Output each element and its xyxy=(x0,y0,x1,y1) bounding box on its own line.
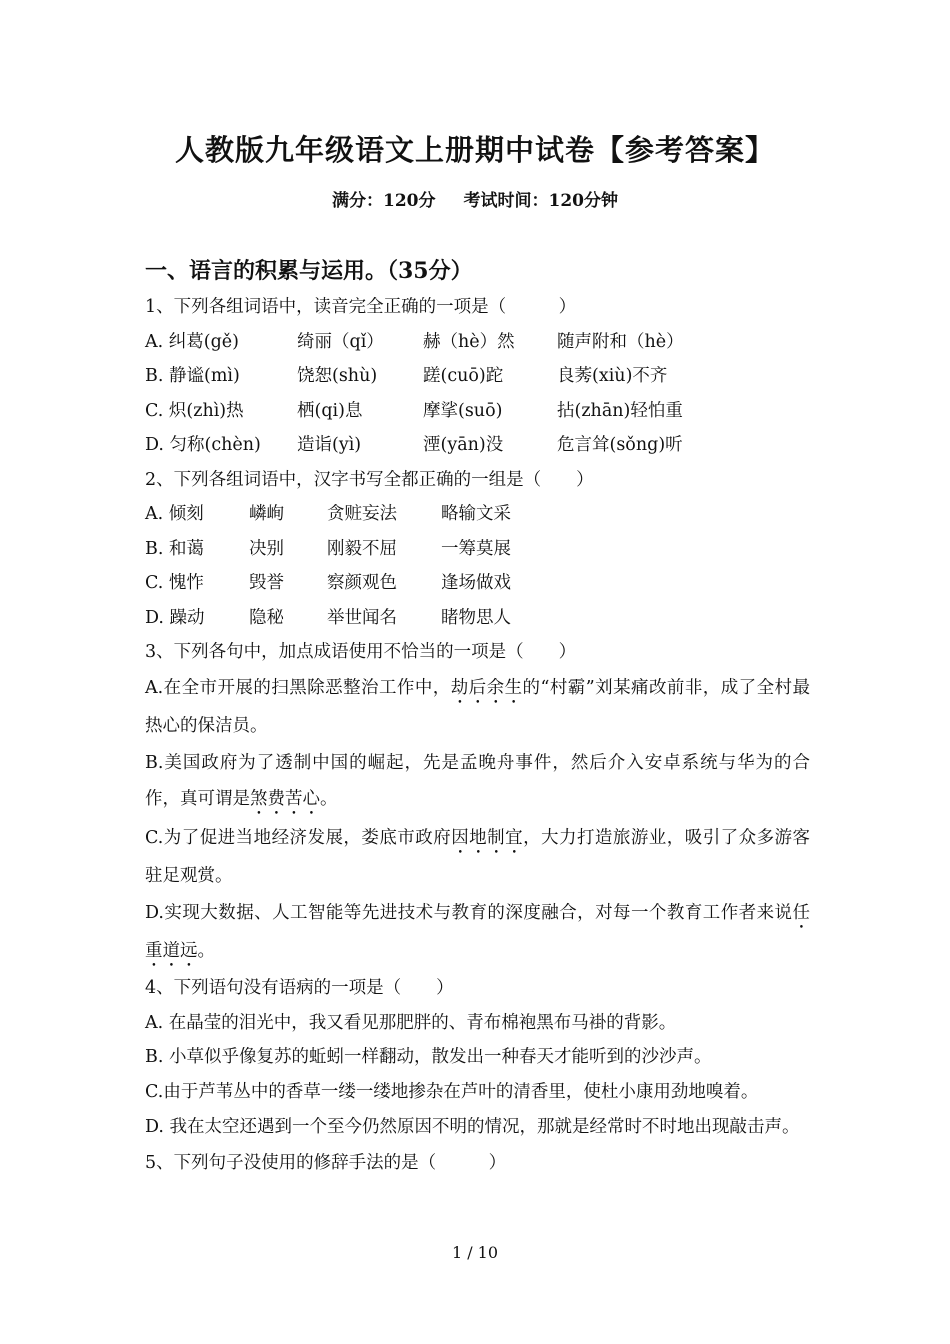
question-3-stem: 3、下列各句中，加点成语使用不恰当的一项是（ ） xyxy=(145,642,577,662)
question-1-option-a: A. 纠葛(gě) 绮丽（qǐ） 赫（hè）然 随声附和（hè） xyxy=(145,331,684,352)
question-4-stem: 4、下列语句没有语病的一项是（ ） xyxy=(145,978,454,998)
question-3-option-a: A.在全市开展的扫黑除恶整治工作中，劫后余生的“村霸”刘某痛改前非，成了全村最热心的保洁员。 xyxy=(145,677,810,736)
question-2-option-d: D. 躁动 隐秘 举世闻名 睹物思人 xyxy=(145,607,511,628)
exam-time: 考试时间：120分钟 xyxy=(463,191,618,211)
question-5-stem: 5、下列句子没使用的修辞手法的是（ ） xyxy=(145,1153,507,1173)
section-heading: 一、语言的积累与运用。（35分） xyxy=(145,258,473,284)
question-3-option-b: B.美国政府为了透制中国的崛起，先是孟晚舟事件，然后介入安卓系统与华为的合作，真可谓是煞费苦心。 xyxy=(145,752,810,809)
question-4-option-d: D. 我在太空还遇到一个至今仍然原因不明的情况，那就是经常时不时地出现敲击声。 xyxy=(145,1117,800,1137)
dotted-idiom: 任重道远 xyxy=(145,902,810,961)
question-2-option-c: C. 愧怍 毁誉 察颜观色 逢场做戏 xyxy=(145,573,511,593)
question-2-option-a: A. 倾刻 嶙峋 贪赃妄法 略输文采 xyxy=(145,504,511,524)
full-score: 满分：120分 xyxy=(332,191,436,211)
question-2-option-b: B. 和蔼 决别 刚毅不屈 一筹莫展 xyxy=(145,538,511,559)
question-list xyxy=(145,290,810,1181)
question-3-option-d: D.实现大数据、人工智能等先进技术与教育的深度融合，对每一个教育工作者来说任重道远。 xyxy=(145,902,810,961)
question-3-option-c: C.为了促进当地经济发展，娄底市政府因地制宜，大力打造旅游业，吸引了众多游客驻足观赏。 xyxy=(145,827,811,886)
question-1-option-d: D. 匀称(chèn) 造诣(yì) 湮(yān)没 危言耸(sǒng)听 xyxy=(145,435,683,455)
dotted-idiom: 因地制宜 xyxy=(451,827,524,848)
question-1-option-c: C. 炽(zhì)热 栖(qi)息 摩挲(suō) 拈(zhān)轻怕重 xyxy=(145,400,683,421)
question-4-option-b: B. 小草似乎像复苏的蚯蚓一样翻动，散发出一种春天才能听到的沙沙声。 xyxy=(145,1047,712,1067)
question-4-option-a: A. 在晶莹的泪光中，我又看见那肥胖的、青布棉袍黑布马褂的背影。 xyxy=(145,1012,677,1033)
dotted-idiom: 煞费苦心 xyxy=(250,789,320,809)
document-title: 人教版九年级语文上册期中试卷【参考答案】 xyxy=(174,133,775,167)
question-1-option-b: B. 静谧(mì) 饶恕(shù) 蹉(cuō)跎 良莠(xiù)不齐 xyxy=(145,366,668,386)
page-number: 1 / 10 xyxy=(451,1243,499,1262)
dotted-idiom: 劫后余生 xyxy=(450,677,523,698)
question-1-stem: 1、下列各组词语中，读音完全正确的一项是（ ） xyxy=(145,297,577,317)
exam-info xyxy=(0,186,950,211)
question-4-option-c: C.由于芦苇丛中的香草一缕一缕地掺杂在芦叶的清香里，使杜小康用劲地嗅着。 xyxy=(145,1081,759,1102)
question-2-stem: 2、下列各组词语中，汉字书写全都正确的一组是（ ） xyxy=(145,469,594,490)
